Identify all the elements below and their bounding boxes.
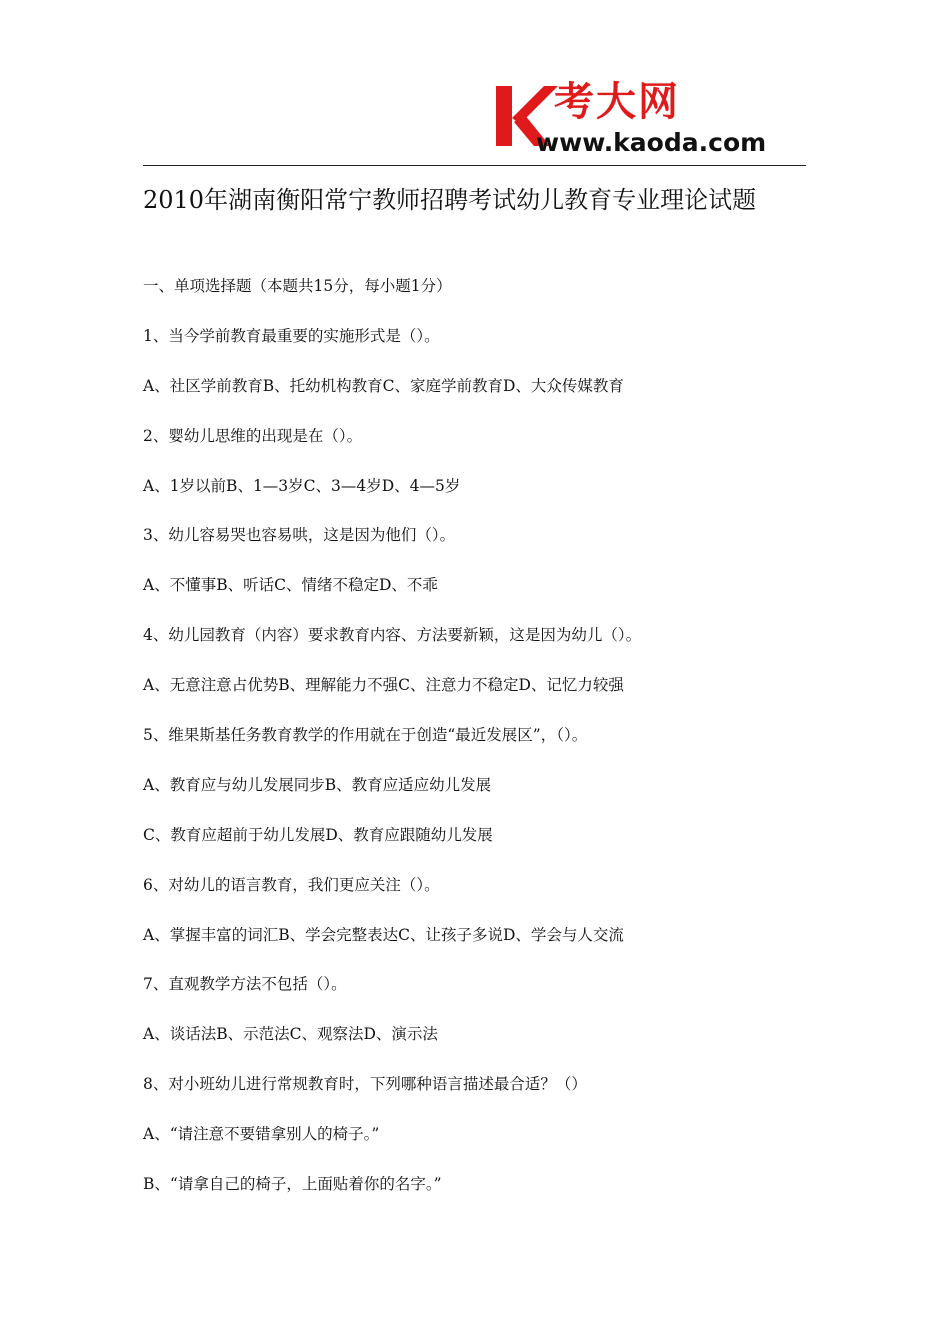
question-5: 5、维果斯基任务教育教学的作用就在于创造“最近发展区”，（）。 bbox=[143, 726, 588, 745]
question-5-options-cd: C、教育应超前于幼儿发展D、教育应跟随幼儿发展 bbox=[143, 825, 493, 844]
question-4-options: A、无意注意占优势B、理解能力不强C、注意力不稳定D、记忆力较强 bbox=[143, 676, 624, 695]
kaoda-logo bbox=[492, 78, 810, 158]
section-heading: 一、单项选择题（本题共15分，每小题1分） bbox=[143, 277, 452, 295]
question-2: 2、婴幼儿思维的出现是在（）。 bbox=[143, 426, 363, 445]
question-1: 1、当今学前教育最重要的实施形式是（）。 bbox=[143, 326, 440, 345]
question-6-options: A、掌握丰富的词汇B、学会完整表达C、让孩子多说D、学会与人交流 bbox=[143, 925, 624, 944]
header-divider bbox=[143, 165, 806, 166]
question-7: 7、直观教学方法不包括（）。 bbox=[143, 975, 347, 994]
question-8-option-b: B、“请拿自己的椅子，上面贴着你的名字。” bbox=[143, 1175, 442, 1194]
question-1-options: A、社区学前教育B、托幼机构教育C、家庭学前教育D、大众传媒教育 bbox=[143, 376, 624, 395]
question-list bbox=[143, 274, 843, 1222]
brand-url: www.kaoda.com bbox=[536, 128, 767, 157]
question-3-options: A、不懂事B、听话C、情绪不稳定D、不乖 bbox=[143, 576, 438, 595]
brand-name-cn: 考大网 bbox=[554, 79, 680, 125]
question-2-options: A、1岁以前B、1—3岁C、3—4岁D、4—5岁 bbox=[143, 476, 461, 495]
document-title: 2010年湖南衡阳常宁教师招聘考试幼儿教育专业理论试题 bbox=[143, 186, 757, 214]
question-8: 8、对小班幼儿进行常规教育时，下列哪种语言描述最合适？（） bbox=[143, 1075, 587, 1094]
question-3: 3、幼儿容易哭也容易哄，这是因为他们（）。 bbox=[143, 526, 456, 545]
question-8-option-a: A、“请注意不要错拿别人的椅子。” bbox=[143, 1125, 380, 1144]
question-7-options: A、谈话法B、示范法C、观察法D、演示法 bbox=[143, 1025, 438, 1044]
question-5-options-ab: A、教育应与幼儿发展同步B、教育应适应幼儿发展 bbox=[143, 775, 492, 794]
question-4: 4、幼儿园教育（内容）要求教育内容、方法要新颖，这是因为幼儿（）。 bbox=[143, 626, 642, 645]
question-6: 6、对幼儿的语言教育，我们更应关注（）。 bbox=[143, 875, 440, 894]
